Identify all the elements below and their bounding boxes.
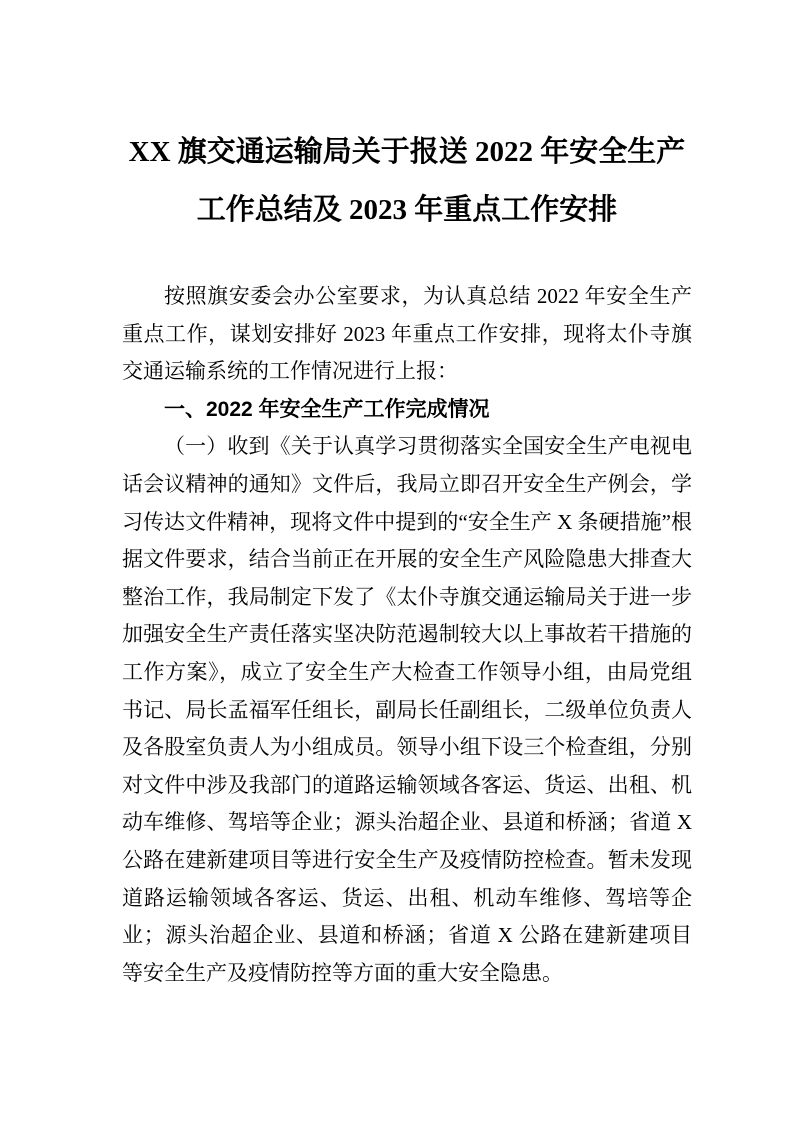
document-title: XX 旗交通运输局关于报送 2022 年安全生产工作总结及 2023 年重点工作安排 — [128, 136, 686, 226]
paragraph-intro: 按照旗安委会办公室要求，为认真总结 2022 年安全生产重点工作，谋划安排好 2023 年重点工作安排，现将太仆寺旗交通运输系统的工作情况进行上报： — [122, 284, 692, 384]
paragraph-section-one: （一）收到《关于认真学习贯彻落实全国安全生产电视电话会议精神的通知》文件后，我局立即召开安全生产例会，学习传达文件精神，现将文件中提到的“安全生产 X 条硬措施”根据文件要求，结合当前正在开展的安全生产风险隐患大排查大整治工作，我局制定下发了《太仆寺旗交通运输局关于进一步加强安全生产责任落实坚决防范遏制较大以上事故若干措施的工作方案》，成立了安全生产大检查工作领导小组，由局党组书记、局长孟福军任组长，副局长任副组长，二级单位负责人及各股室负责人为小组成员。领导小组下设三个检查组，分别对文件中涉及我部门的道路运输领域各客运、货运、出租、机动车维修、驾培等企业；源头治超企业、县道和桥涵；省道 X 公路在建新建项目等进行安全生产及疫情防控检查。暂未发现道路运输领域各客运、货运、出租、机动车维修、驾培等企业；源头治超企业、县道和桥涵；省道 X 公路在建新建项目等安全生产及疫情防控等方面的重大安全隐患。 — [122, 434, 692, 985]
document-body — [122, 278, 692, 992]
section-heading-2022-completion: 一、2022 年安全生产工作完成情况 — [164, 397, 490, 421]
